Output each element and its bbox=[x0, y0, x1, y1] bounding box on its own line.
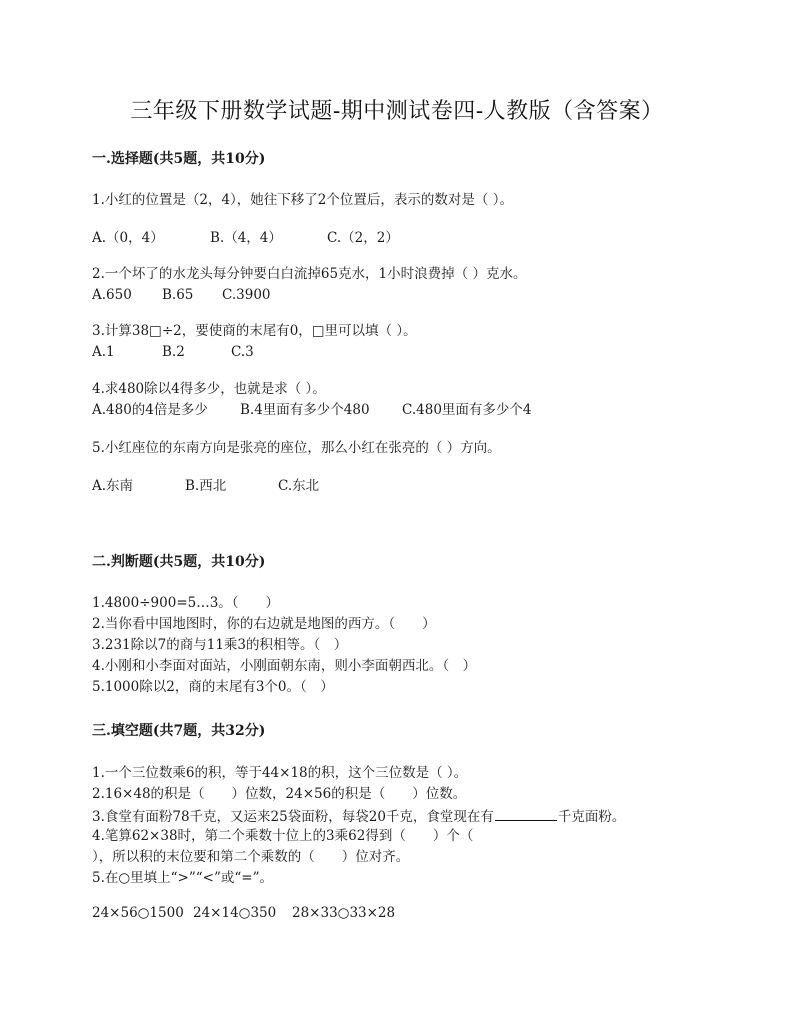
fill-item: ），所以积的末位要和第二个乘数的（ ）位对齐。 bbox=[92, 849, 410, 865]
options-row bbox=[92, 477, 319, 495]
question-text: 5.小红座位的东南方向是张亮的座位，那么小红在张亮的（ ）方向。 bbox=[92, 440, 501, 456]
option-a: A.（0，4） bbox=[92, 230, 164, 246]
judge-item: 2.当你看中国地图时，你的右边就是地图的西方。（ ） bbox=[92, 616, 436, 632]
compare-row bbox=[92, 904, 395, 922]
option-a: A.1 bbox=[92, 344, 115, 360]
option-b: B.4里面有多少个480 bbox=[240, 402, 370, 418]
judge-item: 4.小刚和小李面对面站，小刚面朝东南，则小李面朝西北。（ ） bbox=[92, 658, 477, 674]
option-b: B.2 bbox=[162, 344, 185, 360]
option-a: A.480的4倍是多少 bbox=[92, 402, 208, 418]
answer-blank[interactable] bbox=[495, 806, 557, 821]
judge-item: 3.231除以7的商与11乘3的积相等。（ ） bbox=[92, 637, 348, 653]
option-a: A.东南 bbox=[92, 478, 134, 494]
question-text: 1.小红的位置是（2，4），她往下移了2个位置后，表示的数对是（ ）。 bbox=[92, 192, 513, 208]
option-b: B.65 bbox=[162, 287, 194, 303]
fill-item-text: 3.食堂有面粉78千克，又运来25袋面粉，每袋20千克，食堂现在有 bbox=[92, 809, 494, 825]
question-text: 2.一个坏了的水龙头每分钟要白白流掉65克水，1小时浪费掉（ ）克水。 bbox=[92, 266, 527, 282]
section-heading-choice: 一.选择题(共5题，共10分) bbox=[92, 151, 266, 167]
option-b: B.西北 bbox=[185, 478, 227, 494]
options-row bbox=[92, 286, 271, 304]
option-c: C.（2，2） bbox=[327, 230, 399, 246]
fill-item bbox=[92, 806, 625, 826]
option-c: C.3 bbox=[231, 344, 254, 360]
compare-expression: 28×33○33×28 bbox=[292, 905, 396, 921]
options-row bbox=[92, 229, 399, 247]
option-a: A.650 bbox=[92, 287, 132, 303]
option-c: C.东北 bbox=[278, 478, 320, 494]
fill-item: 5.在○里填上“>”“<”或“=”。 bbox=[92, 870, 274, 886]
judge-item: 5.1000除以2，商的末尾有3个0。（ ） bbox=[92, 679, 334, 695]
fill-item-text: 千克面粉。 bbox=[557, 809, 626, 825]
options-row bbox=[92, 401, 532, 419]
judge-item: 1.4800÷900=5…3。（ ） bbox=[92, 595, 280, 611]
compare-expression: 24×56○1500 bbox=[92, 905, 184, 921]
option-c: C.480里面有多少个4 bbox=[402, 402, 532, 418]
question-text: 3.计算38□÷2，要使商的末尾有0，□里可以填（ ）。 bbox=[92, 323, 417, 339]
page-title: 三年级下册数学试题-期中测试卷四-人教版（含答案） bbox=[130, 99, 664, 124]
fill-item: 1.一个三位数乘6的积，等于44×18的积，这个三位数是（ ）。 bbox=[92, 765, 468, 781]
fill-item: 2.16×48的积是（ ）位数，24×56的积是（ ）位数。 bbox=[92, 786, 467, 802]
compare-expression: 24×14○350 bbox=[193, 905, 277, 921]
question-text: 4.求480除以4得多少，也就是求（ ）。 bbox=[92, 381, 326, 397]
section-heading-fill: 三.填空题(共7题，共32分) bbox=[92, 723, 266, 739]
section-heading-judge: 二.判断题(共5题，共10分) bbox=[92, 554, 266, 570]
option-c: C.3900 bbox=[222, 287, 271, 303]
option-b: B.（4，4） bbox=[210, 230, 282, 246]
fill-item: 4.笔算62×38时，第二个乘数十位上的3乘62得到（ ）个（ bbox=[92, 828, 474, 844]
options-row bbox=[92, 343, 254, 361]
